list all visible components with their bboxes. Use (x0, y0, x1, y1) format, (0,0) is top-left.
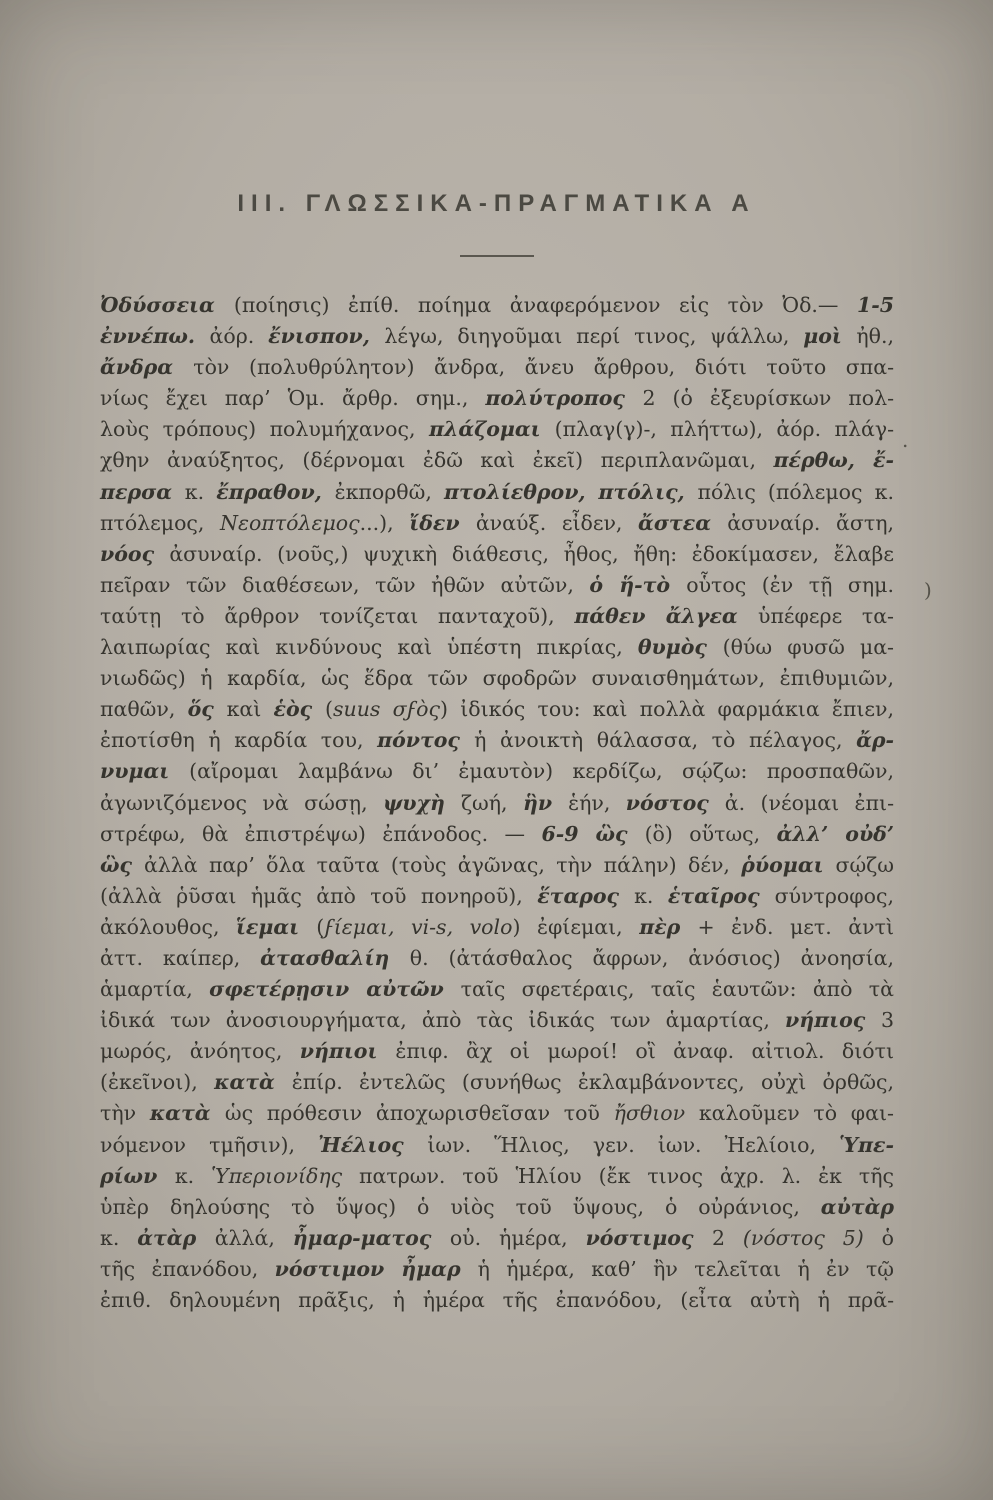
body-text: πόλις (πόλεμος κ. (697, 479, 894, 504)
lemma-text: νόστιμον ἦμαρ (274, 1256, 478, 1281)
body-text: ἀκόλουθος, (100, 914, 236, 939)
body-text: στρέφω, θὰ ἐπιστρέψω) ἐπάνοδος. — (100, 821, 542, 846)
lemma-text: πόντος (377, 728, 475, 753)
body-text: ἠθ., (856, 324, 894, 349)
text-line (100, 414, 894, 445)
body-text: ἀναύξ. εἶδεν, (475, 510, 639, 535)
text-line (100, 1223, 894, 1254)
body-text: πεῖραν τῶν διαθέσεων, τῶν ἠθῶν αὐτῶν, (100, 572, 590, 597)
body-text: 2 (ὁ ἐξευρίσκων πολ- (642, 386, 894, 411)
lemma-text: θυμὸς (637, 635, 723, 660)
body-text: ἐπιθ. δηλουμένη πρᾶξις, ἡ ἡμέρα τῆς ἐπανόδου, (εἶτα αὐτὴ ἡ πρᾶ- (100, 1288, 894, 1312)
lemma-text: ἣν (522, 790, 569, 815)
body-text: ἰδικά των ἀνοσιουργήματα, ἀπὸ τὰς ἰδικάς των ἁμαρτίας, (100, 1008, 786, 1033)
body-text: ἀσυναίρ. ἄστη, (727, 510, 894, 535)
body-text: ) ἰδικός του: καὶ πολλὰ φαρμάκια ἔπιεν, (439, 697, 894, 722)
lemma-text: νυμαι (100, 759, 190, 784)
lemma-text: σφετέρῃσιν αὐτῶν (209, 977, 461, 1002)
text-line (100, 819, 894, 850)
lemma-text: ἔπραθον, (216, 479, 335, 504)
body-text: μωρός, ἀνόητος, (100, 1039, 300, 1064)
body-text: κ. (174, 1163, 212, 1188)
lemma-text: κατὰ (214, 1070, 292, 1095)
text-line (100, 508, 894, 539)
italic-text: Ὑπεριονίδης (211, 1163, 360, 1188)
body-text: ταύτῃ τὸ ἄρθρον τονίζεται πανταχοῦ), (100, 603, 575, 628)
body-text: ἐπίρ. ἐντελῶς (συνήθως ἐκλαμβάνοντες, οὐχὶ ὀρθῶς, (291, 1070, 895, 1095)
body-text: νόμενον τμῆσιν), (100, 1132, 319, 1157)
body-text: χθην ἀναύξητος, (δέρνομαι ἐδῶ καὶ ἐκεῖ) περιπλανῶμαι, (100, 448, 774, 473)
text-line (100, 445, 894, 476)
lemma-text: 1-5 (856, 293, 894, 317)
lemma-text: νήπιοι (299, 1039, 396, 1064)
italic-text: Νεοπτόλεμος (220, 510, 360, 535)
body-text: πτόλεμος, (100, 510, 221, 535)
body-text: ἑήν, (568, 790, 626, 815)
lemma-text: ὣς (100, 852, 144, 877)
text-line (100, 477, 894, 508)
text-line (100, 632, 894, 663)
body-text: κ. (100, 1225, 138, 1250)
body-text: ζωή, (460, 790, 523, 815)
body-text: ἐποτίσθη ἡ καρδία του, (100, 728, 378, 753)
lemma-text: ἀτὰρ (137, 1225, 215, 1250)
italic-text: suus σϝὸς (333, 697, 440, 722)
body-text: λαιπωρίας καὶ κινδύνους καὶ ὑπέστη πικρίας, (100, 635, 638, 660)
body-text: (αἴρομαι λαμβάνω δι’ ἐμαυτὸν) κερδίζω, σῴζω: προσπαθῶν, (189, 759, 894, 784)
body-text: + ἐνδ. μετ. ἀντὶ (697, 914, 894, 939)
body-text: τὴν (100, 1101, 150, 1126)
text-line (100, 1098, 894, 1129)
lemma-text: νόστος (625, 790, 725, 815)
lemma-text: Ἠέλιος (318, 1132, 428, 1157)
body-text: ...), (359, 510, 410, 535)
lemma-text: ὅς (187, 697, 227, 722)
text-line (100, 1130, 894, 1161)
body-text: ὁ (881, 1225, 894, 1250)
text-line (100, 663, 894, 694)
lemma-text: ἔνισπον, (268, 324, 385, 349)
body-text: νιωδῶς) ἡ καρδία, ὡς ἕδρα τῶν σφοδρῶν συναισθημάτων, ἐπιθυμιῶν, (100, 666, 894, 691)
body-text: καὶ (226, 697, 274, 722)
body-text: κ. (184, 479, 217, 504)
body-text: ἁμαρτία, (100, 977, 210, 1002)
body-text: ἰων. Ἥλιος, γεν. ἰων. Ἠελίοιο, (427, 1132, 840, 1157)
lemma-text: ψυχὴ (383, 790, 461, 815)
lemma-text: ῥύομαι (741, 852, 836, 877)
body-text: (ἐκεῖνοι), (100, 1070, 215, 1095)
text-line (100, 539, 894, 570)
lemma-text: ὁ ἥ-τὸ (589, 572, 687, 597)
body-text: ἀλλὰ παρ’ ὅλα ταῦτα (τοὺς ἀγῶνας, τὴν πάλην) δέν, (143, 852, 742, 877)
lemma-text: πλάζομαι (428, 417, 555, 442)
glossary-text (100, 290, 894, 1316)
lemma-text: ρίων (100, 1163, 175, 1188)
body-text: ) ἐφίεμαι, (512, 914, 640, 939)
lemma-text: ἦμαρ-ματος (292, 1225, 450, 1250)
lemma-text: πτολίεθρον, πτόλις, (443, 479, 698, 504)
text-line (100, 943, 894, 974)
body-text: ( (325, 697, 333, 722)
text-line (100, 570, 894, 601)
lemma-text: Ὀδύσσεια (100, 293, 234, 317)
lemma-text: πέρθω, ἔ- (773, 448, 894, 473)
body-text: σῴζω (835, 852, 895, 877)
body-text: νίως ἔχει παρ’ Ὁμ. ἄρθρ. σημ., (100, 386, 486, 411)
text-line (100, 1067, 894, 1098)
body-text: τῆς ἐπανόδου, (100, 1256, 275, 1281)
body-text: 2 (711, 1225, 743, 1250)
lemma-text: πολύτροπος (485, 386, 643, 411)
body-text: (ἀλλὰ ῥῦσαι ἡμᾶς ἀπὸ τοῦ πονηροῦ), (100, 883, 538, 908)
lemma-text: νήπιος (785, 1008, 881, 1033)
lemma-text: ἑταῖρος (667, 883, 775, 908)
text-line (100, 912, 894, 943)
text-line (100, 321, 894, 352)
lemma-text: 6-9 ὣς (541, 821, 645, 846)
text-line (100, 1254, 894, 1285)
body-text: ἀττ. καίπερ, (100, 945, 261, 970)
body-text: ἀσυναίρ. (νοῦς,) ψυχικὴ διάθεσις, ἦθος, ἤθη: ἐδοκίμασεν, ἔλαβε (169, 541, 894, 566)
text-line (100, 788, 894, 819)
text-line (100, 383, 894, 414)
body-text: (ποίησις) ἐπίθ. ποίημα ἀναφερόμενον εἰς τὸν Ὀδ.— (233, 293, 857, 317)
lemma-text: ἕταρος (537, 883, 635, 908)
lemma-text: νόστιμος (585, 1225, 712, 1250)
body-text: καλοῦμεν τὸ φαι- (698, 1101, 894, 1126)
lemma-text: κατὰ (149, 1101, 225, 1126)
lemma-text: ἑὸς (273, 697, 325, 722)
body-text: ἐπιφ. ἂχ οἱ μωροί! οἳ ἀναφ. αἰτιολ. διότι (395, 1039, 895, 1064)
text-line (100, 694, 894, 725)
lemma-text: Ὑπε- (839, 1132, 894, 1157)
text-line (100, 1192, 894, 1223)
heading-divider (460, 255, 534, 257)
text-line (100, 881, 894, 912)
text-line (100, 601, 894, 632)
italic-text: (νόστος 5) (742, 1225, 882, 1250)
body-text: ( (316, 914, 325, 939)
text-line (100, 1005, 894, 1036)
lemma-text: πὲρ (639, 914, 698, 939)
body-text: ταῖς σφετέραις, ταῖς ἑαυτῶν: ἀπὸ τὰ (460, 977, 894, 1002)
body-text: ὑπέφερε τα- (757, 603, 894, 628)
lemma-text: περσα (100, 479, 185, 504)
lemma-text: ἴδεν (409, 510, 476, 535)
body-text: ἀόρ. (209, 324, 269, 349)
body-text: σύντροφος, (774, 883, 894, 908)
body-text: θ. (ἀτάσθαλος ἄφρων, ἀνόσιος) ἀνοησία, (409, 945, 894, 970)
body-text: (ὃ) οὕτως, (644, 821, 777, 846)
lemma-text: νόος (100, 541, 170, 566)
body-text: κ. (634, 883, 668, 908)
body-text: τὸν (πολυθρύλητον) ἄνδρα, ἄνευ ἄρθρου, διότι τοῦτο σπα- (193, 355, 894, 380)
lemma-text: ἀτασθαλίη (260, 945, 410, 970)
lemma-text: μοὶ (803, 324, 857, 349)
lemma-text: ἐννέπω. (100, 324, 210, 349)
body-text: οὗτος (ἐν τῇ σημ. (686, 572, 895, 597)
text-line (100, 1036, 894, 1067)
lemma-text: ἄστεα (638, 510, 728, 535)
section-heading: III. ΓΛΩΣΣΙΚΑ-ΠΡΑΓΜΑΤΙΚΑ Α (237, 190, 756, 217)
lemma-text: ἀλλ’ οὐδ’ (776, 821, 894, 846)
body-text: οὐ. ἡμέρα, (449, 1225, 586, 1250)
body-text: λέγω, διηγοῦμαι περί τινος, ψάλλω, (384, 324, 804, 349)
body-text: 3 (880, 1008, 894, 1033)
body-text: (θύω φυσῶ μα- (722, 635, 894, 660)
lemma-text: αὐτὰρ (820, 1194, 894, 1219)
scan-artifact-dot: . (902, 428, 909, 452)
body-text: ἀλλά, (214, 1225, 293, 1250)
lemma-text: ἄνδρα (100, 355, 194, 380)
scan-artifact-paren: ) (924, 578, 932, 602)
text-line (100, 1161, 894, 1192)
text-line (100, 290, 894, 321)
lemma-text: ἄρ- (856, 728, 894, 753)
text-line (100, 725, 894, 756)
lemma-text: ἵεμαι (236, 914, 317, 939)
lemma-text: πάθεν ἄλγεα (574, 603, 758, 628)
text-line (100, 352, 894, 383)
text-line (100, 756, 894, 787)
italic-text: ἤσθιον (613, 1101, 699, 1126)
body-text: ὑπὲρ δηλούσης τὸ ὕψος) ὁ υἱὸς τοῦ ὕψους, ὁ οὐράνιος, (100, 1194, 821, 1219)
body-text: ὡς πρόθεσιν ἀποχωρισθεῖσαν τοῦ (224, 1101, 614, 1126)
body-text: ἀ. (νέομαι ἐπι- (724, 790, 894, 815)
body-text: ἀγωνιζόμενος νὰ σώσῃ, (100, 790, 383, 815)
body-text: (πλαγ(γ)-, πλήττω), ἀόρ. πλάγ- (554, 417, 895, 442)
text-line (100, 1285, 894, 1316)
body-text: ἡ ἀνοικτὴ θάλασσα, τὸ πέλαγος, (474, 728, 857, 753)
body-text: ἐκπορθῶ, (334, 479, 444, 504)
body-text: ἡ ἡμέρα, καθ’ ἣν τελεῖται ἡ ἐν τῷ (477, 1256, 895, 1281)
body-text: λοὺς τρόπους) πολυμήχανος, (100, 417, 429, 442)
text-line (100, 974, 894, 1005)
text-line (100, 850, 894, 881)
body-text: πατρων. τοῦ Ἡλίου (ἔκ τινος ἀχρ. λ. ἐκ τῆς (359, 1163, 894, 1188)
italic-text: ϝίεμαι, vi-s, volo (324, 914, 513, 939)
body-text: παθῶν, (100, 697, 188, 722)
